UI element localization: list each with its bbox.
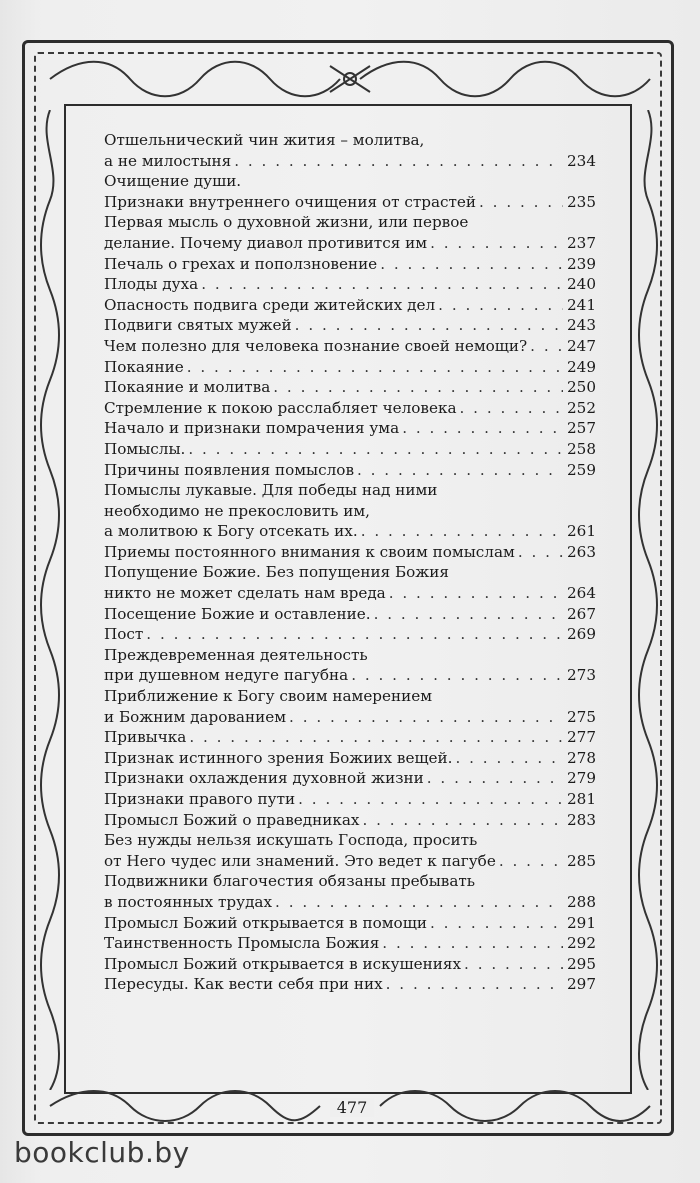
toc-entry: [104, 810, 596, 831]
toc-entry: [104, 418, 596, 439]
toc-entry-page: 239: [567, 254, 596, 273]
toc-entry: [104, 130, 596, 171]
toc-entry-title: Посещение Божие и оставление.: [104, 604, 371, 623]
toc-entry-title: делание. Почему диавол противится им: [104, 233, 428, 252]
toc-entry-title: Покаяние и молитва: [104, 378, 271, 397]
toc-entry-title: Без нужды нельзя искушать Господа, просить: [104, 831, 478, 850]
toc-entry-page: 292: [567, 934, 596, 953]
toc-entry-page: 269: [567, 625, 596, 644]
toc-entry: [104, 871, 596, 912]
toc-entry-page: 240: [567, 275, 596, 294]
toc-entry-page: 250: [567, 378, 596, 397]
dot-leader: [382, 933, 563, 954]
toc-entry: [104, 460, 596, 481]
toc-entry-title: Пост: [104, 625, 144, 644]
toc-entry-page: 283: [567, 810, 596, 829]
dot-leader: [273, 377, 563, 398]
dot-leader: [374, 604, 563, 625]
toc-entry: [104, 377, 596, 398]
toc-entry-title: а не милостыня: [104, 151, 232, 170]
toc-entry-title: Признаки внутреннего очищения от страстей: [104, 192, 477, 211]
dot-leader: [187, 357, 563, 378]
toc-entry: [104, 768, 596, 789]
toc-entry: [104, 315, 596, 336]
toc-entry-title: при душевном недуге пагубна: [104, 666, 349, 685]
toc-entry: [104, 336, 596, 357]
dot-leader: [295, 315, 563, 336]
toc-entry-title: Помыслы лукавые. Для победы над ними: [104, 481, 438, 500]
dot-leader: [438, 295, 563, 316]
toc-entry-page: 234: [567, 151, 596, 170]
toc-entry-title: Признаки охлаждения духовной жизни: [104, 769, 424, 788]
toc-entry: [104, 357, 596, 378]
toc-entry: [104, 295, 596, 316]
toc-entry-title: необходимо не прекословить им,: [104, 501, 371, 520]
dot-leader: [460, 398, 563, 419]
toc-entry-title: Приближение к Богу своим намерением: [104, 687, 433, 706]
toc-entry-title: Признак истинного зрения Божиих вещей.: [104, 748, 453, 767]
toc-entry: [104, 830, 596, 871]
toc-entry-page: 273: [567, 666, 596, 685]
toc-entry-title: Таинственность Промысла Божия: [104, 934, 380, 953]
toc-entry-title: Первая мысль о духовной жизни, или первое: [104, 213, 469, 232]
dot-leader: [234, 151, 563, 172]
toc-entry-title: Помыслы.: [104, 439, 186, 458]
dot-leader: [389, 583, 563, 604]
toc-entry-title: Покаяние: [104, 357, 184, 376]
toc-entry-page: 261: [567, 522, 596, 541]
toc-entry-title: Чем полезно для человека познание своей немощи?: [104, 336, 528, 355]
toc-entry-page: 278: [567, 748, 596, 767]
dot-leader: [289, 707, 563, 728]
toc-entry-page: 241: [567, 295, 596, 314]
toc-entry-title: Попущение Божие. Без попущения Божия: [104, 563, 449, 582]
toc-entry: [104, 542, 596, 563]
toc-entry: [104, 645, 596, 686]
page-number: 477: [330, 1098, 374, 1117]
dot-leader: [402, 418, 563, 439]
dot-leader: [530, 336, 563, 357]
toc-entry-page: 295: [567, 954, 596, 973]
toc-entry: [104, 439, 596, 460]
dot-leader: [430, 913, 563, 934]
toc-entry-title: Преждевременная деятельность: [104, 645, 368, 664]
toc-entry-page: 288: [567, 892, 596, 911]
toc-entry-title: никто не может сделать нам вреда: [104, 584, 386, 603]
toc-entry: [104, 933, 596, 954]
toc-entry-title: Пересуды. Как вести себя при них: [104, 975, 383, 994]
toc-entry-title: Начало и признаки помрачения ума: [104, 419, 400, 438]
table-of-contents: [104, 130, 596, 995]
toc-entry: [104, 748, 596, 769]
dot-leader: [464, 954, 563, 975]
toc-entry-title: Признаки правого пути: [104, 790, 296, 808]
toc-entry-title: Очищение души.: [104, 172, 242, 191]
toc-entry-title: а молитвою к Богу отсекать их.: [104, 522, 358, 541]
toc-entry: [104, 727, 596, 748]
toc-entry: [104, 604, 596, 625]
toc-entry-page: 259: [567, 460, 596, 479]
toc-entry-page: 252: [567, 398, 596, 417]
toc-entry-title: Опасность подвига среди житейских дел: [104, 295, 436, 314]
toc-entry: [104, 562, 596, 603]
toc-entry-title: и Божним дарованием: [104, 707, 287, 726]
dot-leader: [427, 768, 563, 789]
toc-entry-page: 267: [567, 604, 596, 623]
toc-entry-page: 291: [567, 913, 596, 932]
toc-entry-page: 281: [567, 790, 596, 808]
toc-entry: [104, 954, 596, 975]
dot-leader: [430, 233, 563, 254]
toc-entry-page: 258: [567, 439, 596, 458]
toc-entry-page: 285: [567, 851, 596, 870]
toc-entry-page: 247: [567, 336, 596, 355]
toc-entry-title: Промысл Божий открывается в помощи: [104, 913, 427, 932]
toc-entry-page: 275: [567, 707, 596, 726]
toc-entry: [104, 686, 596, 727]
toc-entry-page: 235: [567, 192, 596, 211]
dot-leader: [479, 192, 563, 213]
toc-entry-title: Отшельнический чин жития – молитва,: [104, 131, 425, 149]
dot-leader: [456, 748, 564, 769]
toc-entry: [104, 913, 596, 934]
toc-entry: [104, 624, 596, 645]
toc-entry-page: 279: [567, 769, 596, 788]
left-ornament: [38, 110, 62, 1090]
toc-entry-title: Приемы постоянного внимания к своим помыслам: [104, 542, 515, 561]
watermark: bookclub.by: [14, 1136, 190, 1169]
dot-leader: [188, 439, 563, 460]
dot-leader: [362, 810, 563, 831]
dot-leader: [351, 665, 563, 686]
toc-entry-page: 249: [567, 357, 596, 376]
toc-entry-title: в постоянных трудах: [104, 892, 273, 911]
right-ornament: [636, 110, 660, 1090]
toc-entry-title: Стремление к покою расслабляет человека: [104, 398, 457, 417]
toc-entry-title: Привычка: [104, 728, 187, 747]
toc-entry: [104, 274, 596, 295]
dot-leader: [298, 789, 563, 810]
dot-leader: [499, 851, 563, 872]
dot-leader: [361, 521, 563, 542]
toc-entry-page: 237: [567, 233, 596, 252]
toc-entry: [104, 480, 596, 542]
dot-leader: [357, 460, 563, 481]
toc-entry-page: 263: [567, 542, 596, 561]
toc-entry: [104, 254, 596, 275]
dot-leader: [380, 254, 563, 275]
toc-entry: [104, 789, 596, 810]
toc-entry: [104, 398, 596, 419]
toc-entry-title: от Него чудес или знамений. Это ведет к пагубе: [104, 851, 496, 870]
toc-entry: [104, 974, 596, 995]
dot-leader: [189, 727, 563, 748]
toc-entry-title: Промысл Божий открывается в искушениях: [104, 954, 462, 973]
dot-leader: [201, 274, 563, 295]
toc-entry-title: Подвиги святых мужей: [104, 316, 292, 335]
toc-entry-title: Подвижники благочестия обязаны пребывать: [104, 872, 476, 891]
toc-entry-title: Промысл Божий о праведниках: [104, 810, 360, 829]
toc-entry-title: Причины появления помыслов: [104, 460, 354, 479]
dot-leader: [386, 974, 563, 995]
toc-entry-page: 264: [567, 584, 596, 603]
toc-entry-title: Плоды духа: [104, 275, 199, 294]
toc-entry-page: 297: [567, 975, 596, 994]
top-ornament: [40, 56, 660, 102]
toc-entry-page: 257: [567, 419, 596, 438]
dot-leader: [275, 892, 563, 913]
toc-entry: [104, 171, 596, 192]
toc-entry-page: 277: [567, 728, 596, 747]
toc-entry: [104, 212, 596, 253]
toc-entry-title: Печаль о грехах и поползновение: [104, 254, 378, 273]
toc-entry-page: 243: [567, 316, 596, 335]
toc-entry: [104, 192, 596, 213]
dot-leader: [146, 624, 563, 645]
dot-leader: [518, 542, 563, 563]
